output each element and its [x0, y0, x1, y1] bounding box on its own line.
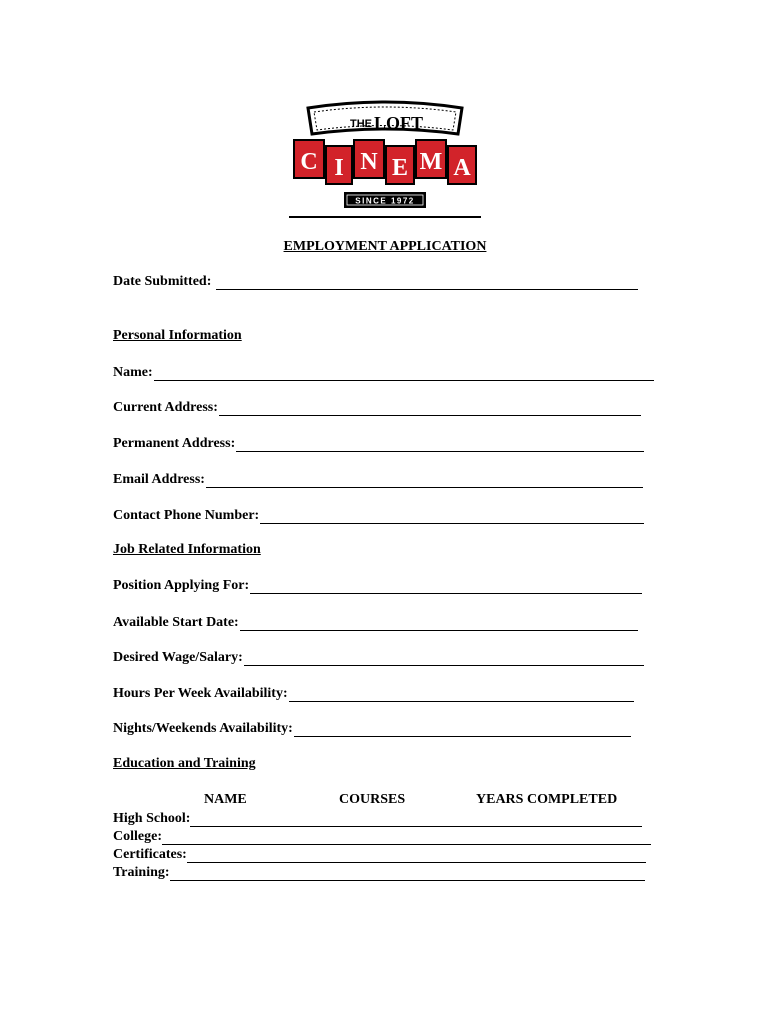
svg-text:A: A — [453, 155, 471, 181]
current-address-field[interactable] — [113, 399, 641, 416]
date-submitted-field[interactable] — [113, 273, 638, 290]
name-line[interactable] — [154, 367, 654, 381]
wage-label: Desired Wage/Salary: — [113, 650, 243, 665]
position-field[interactable] — [113, 577, 642, 594]
svg-text:E: E — [391, 155, 409, 181]
column-courses: COURSES — [339, 792, 406, 807]
nights-weekends-label: Nights/Weekends Availability: — [113, 721, 293, 736]
column-years-completed: YEARS COMPLETED — [476, 792, 618, 807]
wage-line[interactable] — [244, 652, 644, 666]
phone-label: Contact Phone Number: — [113, 508, 260, 523]
svg-text:THE: THE — [350, 118, 372, 130]
name-label: Name: — [113, 365, 153, 380]
high-school-label: High School: — [113, 811, 191, 826]
position-label: Position Applying For: — [113, 578, 250, 593]
start-date-field[interactable] — [113, 614, 638, 631]
hours-field[interactable] — [113, 685, 634, 702]
college-field[interactable] — [113, 828, 651, 845]
current-address-label: Current Address: — [113, 400, 218, 415]
phone-line[interactable] — [260, 510, 644, 524]
education-heading: Education and Training — [113, 756, 256, 771]
date-submitted-line[interactable] — [216, 276, 638, 290]
email-line[interactable] — [206, 474, 643, 488]
hours-line[interactable] — [289, 688, 634, 702]
nights-weekends-line[interactable] — [294, 723, 631, 737]
job-info-heading: Job Related Information — [113, 542, 261, 557]
start-date-label: Available Start Date: — [113, 615, 239, 630]
training-line[interactable] — [170, 867, 645, 881]
svg-text:SINCE 1972: SINCE 1972 — [355, 196, 415, 206]
svg-text:LOFT: LOFT — [374, 113, 424, 133]
training-label: Training: — [113, 865, 170, 880]
certificates-field[interactable] — [113, 846, 646, 863]
high-school-field[interactable] — [113, 810, 642, 827]
email-field[interactable] — [113, 471, 643, 488]
loft-cinema-logo — [290, 100, 480, 212]
phone-field[interactable] — [113, 507, 644, 524]
college-label: College: — [113, 829, 162, 844]
college-line[interactable] — [162, 831, 651, 845]
nights-weekends-field[interactable] — [113, 720, 631, 737]
position-line[interactable] — [250, 580, 642, 594]
permanent-address-field[interactable] — [113, 435, 644, 452]
hours-label: Hours Per Week Availability: — [113, 686, 288, 701]
email-label: Email Address: — [113, 472, 205, 487]
personal-info-heading: Personal Information — [113, 328, 242, 343]
svg-text:I: I — [334, 155, 344, 181]
date-submitted-label: Date Submitted: — [113, 274, 212, 289]
certificates-line[interactable] — [187, 849, 646, 863]
certificates-label: Certificates: — [113, 847, 187, 862]
permanent-address-line[interactable] — [236, 438, 644, 452]
form-title: EMPLOYMENT APPLICATION — [283, 239, 487, 254]
current-address-line[interactable] — [219, 402, 641, 416]
permanent-address-label: Permanent Address: — [113, 436, 236, 451]
svg-text:C: C — [300, 149, 318, 175]
column-name: NAME — [204, 792, 247, 807]
start-date-line[interactable] — [240, 617, 638, 631]
wage-field[interactable] — [113, 649, 644, 666]
svg-text:N: N — [360, 149, 378, 175]
high-school-line[interactable] — [190, 813, 642, 827]
logo-divider — [289, 216, 481, 218]
training-field[interactable] — [113, 864, 645, 881]
name-field[interactable] — [113, 364, 654, 381]
svg-text:M: M — [419, 149, 443, 175]
